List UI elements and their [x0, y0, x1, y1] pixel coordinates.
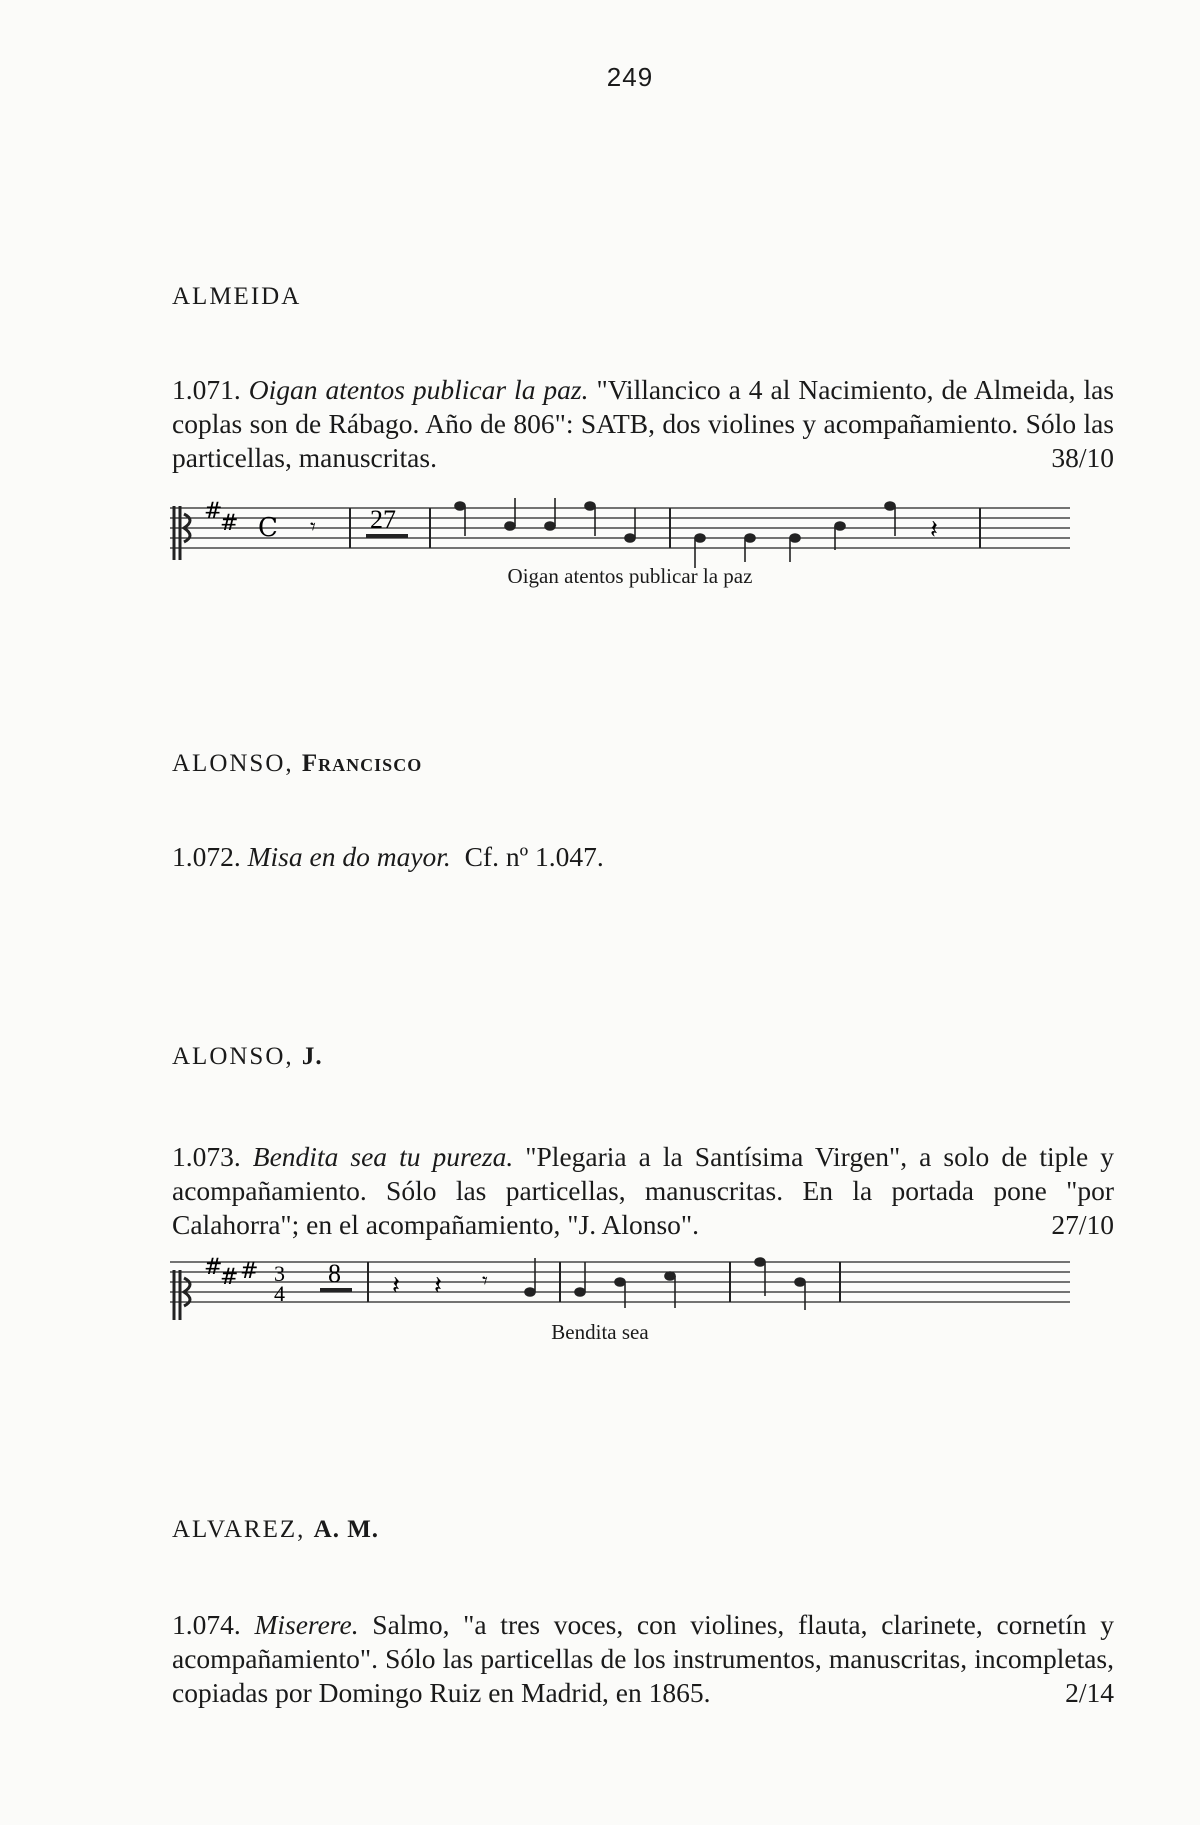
svg-text:𝄽: 𝄽	[434, 1271, 442, 1301]
composer-name: ALMEIDA	[172, 283, 302, 310]
composer-name: ALONSO,	[172, 750, 294, 777]
music-incipit-staff	[170, 1252, 1070, 1322]
entry-title: Bendita sea tu pureza.	[252, 1141, 514, 1172]
entry-text: "Plegaria a la Santísima Virgen", a solo de tiple y acompañamiento. Sólo las particellas, manuscritas. En la portada pone "por Calahorra"; en el acompañamiento, "J. Alonso".	[172, 1141, 1114, 1240]
catalog-entry-1072	[104, 840, 1114, 874]
svg-text:#: #	[220, 1265, 239, 1290]
clef-icon	[174, 506, 190, 560]
composer-heading-almeida	[172, 283, 301, 311]
svg-text:#: #	[220, 511, 239, 536]
composer-firstname: A. M.	[313, 1516, 380, 1543]
svg-text:#: #	[204, 1255, 223, 1280]
svg-text:C: C	[258, 513, 278, 543]
page-number: 249	[606, 62, 654, 92]
svg-text:#: #	[204, 499, 223, 524]
catalog-entry-1073	[104, 1140, 1114, 1242]
svg-text:𝄽: 𝄽	[392, 1271, 400, 1301]
svg-text:4: 4	[274, 1281, 285, 1306]
svg-text:#: #	[240, 1259, 259, 1284]
entry-title: Oigan atentos publicar la paz.	[248, 374, 589, 405]
entry-number: 1.073.	[172, 1141, 241, 1172]
incipit-lyrics: Oigan atentos publicar la paz	[507, 564, 753, 588]
composer-heading-alonso-francisco	[172, 750, 422, 778]
entry-ref: 2/14	[1065, 1677, 1114, 1708]
entry-text: Cf. nº 1.047.	[464, 841, 604, 872]
entry-ref: 27/10	[1051, 1209, 1114, 1240]
entry-text: "Villancico a 4 al Nacimiento, de Almeida, las coplas son de Rábago. Año de 806": SATB, dos violines y acompañamiento. Sólo las particellas, manuscritas.	[172, 374, 1114, 473]
catalog-entry-1071	[104, 373, 1114, 475]
composer-name: ALVAREZ,	[172, 1516, 306, 1543]
svg-text:3: 3	[274, 1261, 285, 1286]
composer-firstname: Francisco	[301, 750, 423, 777]
incipit-lyrics: Bendita sea	[551, 1320, 649, 1344]
entry-number: 1.074.	[172, 1609, 241, 1640]
music-incipit-staff	[170, 498, 1070, 568]
svg-text:𝄾: 𝄾	[310, 515, 316, 540]
entry-number: 1.071.	[172, 374, 241, 405]
svg-text:8: 8	[328, 1259, 341, 1288]
entry-number: 1.072.	[172, 841, 241, 872]
composer-firstname: J.	[301, 1043, 323, 1070]
entry-ref: 38/10	[1051, 442, 1114, 473]
composer-heading-alvarez	[172, 1516, 379, 1544]
entry-title: Miserere.	[254, 1609, 359, 1640]
entry-title: Misa en do mayor.	[247, 841, 451, 872]
entry-text: Salmo, "a tres voces, con violines, flauta, clarinete, cornetín y acompañamiento". Sólo las particellas de los instrumentos, manuscritas, incompletas, copiadas por Domingo Ruiz en Madrid, en 1865.	[172, 1609, 1115, 1708]
composer-heading-alonso-j	[172, 1043, 323, 1071]
catalog-entry-1074	[104, 1608, 1114, 1710]
svg-text:27: 27	[370, 505, 396, 534]
svg-text:𝄾: 𝄾	[482, 1269, 488, 1294]
clef-icon	[174, 1270, 190, 1320]
composer-name: ALONSO,	[172, 1043, 294, 1070]
svg-text:𝄽: 𝄽	[930, 515, 938, 545]
